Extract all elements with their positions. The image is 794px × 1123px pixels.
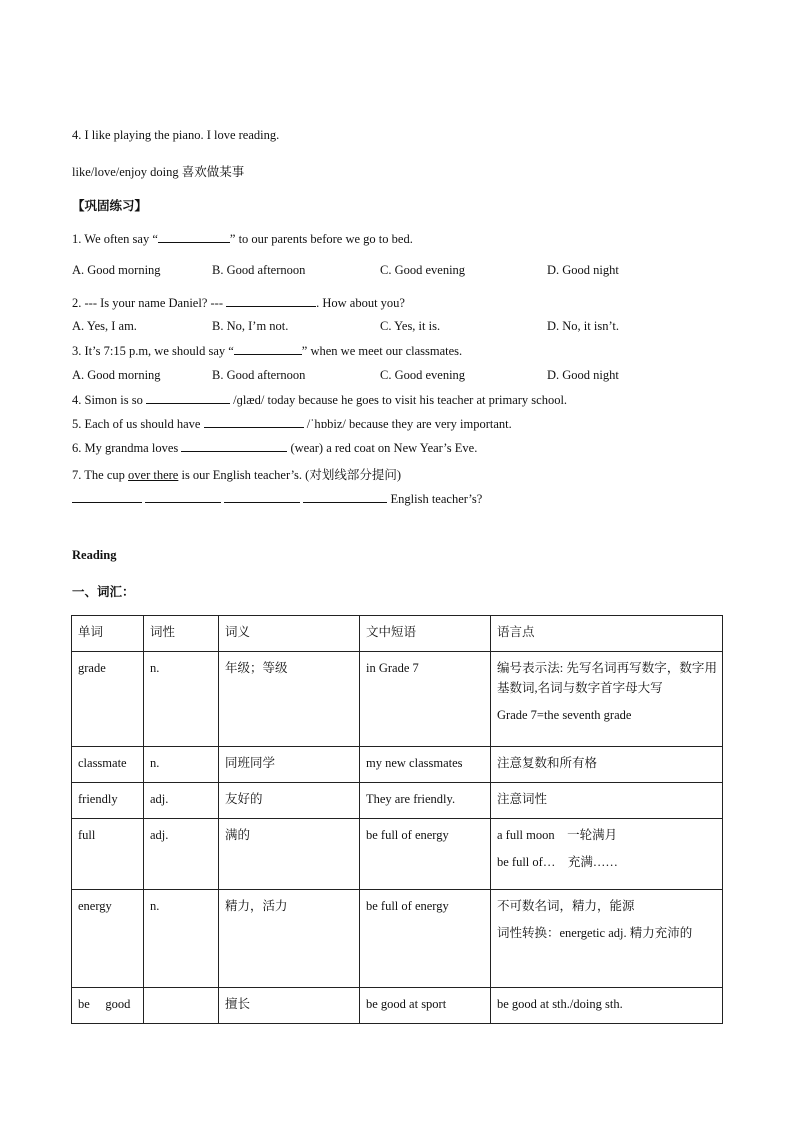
meaning-cell: 年级；等级: [219, 652, 360, 747]
question-3-text-after: ” when we meet our classmates.: [301, 344, 463, 358]
header-notes: 语言点: [491, 616, 723, 652]
header-phrase: 文中短语: [360, 616, 491, 652]
grammar-pattern: like/love/enjoy doing 喜欢做某事: [72, 165, 245, 179]
header-meaning: 词义: [219, 616, 360, 652]
meaning-cell: 精力，活力: [219, 890, 360, 988]
answer-blank[interactable]: [234, 343, 302, 355]
word-cell: full: [72, 819, 144, 890]
vocab-table: [71, 615, 723, 1024]
meaning-cell: 同班同学: [219, 747, 360, 783]
notes-cell: [491, 783, 723, 819]
table-header-row: [72, 616, 723, 652]
question-7-text-before: 7. The cup: [72, 468, 129, 482]
question-5-text-after: /ˈhɒbiz/ because they are very important.: [303, 417, 512, 431]
word-cell: grade: [72, 652, 144, 747]
question-5: [72, 416, 512, 432]
option-a[interactable]: A. Yes, I am.: [72, 319, 137, 333]
pos-cell: [144, 988, 219, 1024]
note-line: 注意复数和所有格: [497, 756, 598, 770]
header-pos: 词性: [144, 616, 219, 652]
answer-blank[interactable]: [146, 392, 230, 404]
question-1-text-after: ” to our parents before we go to bed.: [229, 232, 413, 246]
grammar-item-4: 4. I like playing the piano. I love reading.: [72, 128, 280, 142]
question-4: [72, 392, 567, 408]
question-7-answer-tail: English teacher’s?: [390, 492, 483, 506]
option-d[interactable]: D. No, it isn’t.: [547, 319, 619, 333]
notes-cell: [491, 747, 723, 783]
question-7: [72, 465, 401, 483]
answer-blank[interactable]: [72, 491, 142, 503]
note-line: be full of… 充满……: [497, 855, 618, 869]
note-line: 词性转换：energetic adj. 精力充沛的: [497, 926, 693, 940]
table-row: [72, 747, 723, 783]
phrase-cell: be full of energy: [360, 819, 491, 890]
answer-blank[interactable]: [226, 295, 316, 307]
question-7-answer-line: [72, 491, 482, 507]
phrase-cell: be good at sport: [360, 988, 491, 1024]
reading-heading: Reading: [72, 548, 117, 562]
table-row: [72, 819, 723, 890]
vocab-heading: 一、词汇：: [72, 585, 135, 599]
answer-blank[interactable]: [204, 416, 304, 428]
option-d[interactable]: D. Good night: [547, 368, 619, 382]
phrase-cell: in Grade 7: [360, 652, 491, 747]
note-line: be good at sth./doing sth.: [497, 997, 623, 1011]
question-2-text-after: . How about you?: [316, 296, 405, 310]
question-1: [72, 231, 413, 247]
option-b[interactable]: B. Good afternoon: [212, 263, 306, 277]
answer-blank[interactable]: [158, 231, 230, 243]
option-a[interactable]: A. Good morning: [72, 368, 161, 382]
notes-cell: [491, 890, 723, 988]
table-row: [72, 890, 723, 988]
question-7-underlined: over there: [128, 468, 179, 482]
option-c[interactable]: C. Good evening: [380, 263, 466, 277]
answer-blank[interactable]: [145, 491, 221, 503]
pos-cell: n.: [144, 747, 219, 783]
option-a[interactable]: A. Good morning: [72, 263, 161, 277]
question-3-text-before: 3. It’s 7:15 p.m, we should say “: [72, 344, 234, 358]
table-row: [72, 783, 723, 819]
meaning-cell: 擅长: [219, 988, 360, 1024]
option-c[interactable]: C. Good evening: [380, 368, 466, 382]
note-line: Grade 7=the seventh grade: [497, 708, 632, 722]
question-1-text-before: 1. We often say “: [72, 232, 158, 246]
word-cell: friendly: [72, 783, 144, 819]
note-line: 注意词性: [497, 792, 548, 806]
question-7-text-after: is our English teacher’s. (对划线部分提问): [178, 468, 401, 482]
question-4-text-after: /ɡlæd/ today because he goes to visit his teacher at primary school.: [229, 393, 568, 407]
phrase-cell: They are friendly.: [360, 783, 491, 819]
meaning-cell: 友好的: [219, 783, 360, 819]
notes-cell: [491, 819, 723, 890]
question-6-text-before: 6. My grandma loves: [72, 441, 182, 455]
option-d[interactable]: D. Good night: [547, 263, 619, 277]
table-row: [72, 652, 723, 747]
option-c[interactable]: C. Yes, it is.: [380, 319, 441, 333]
phrase-cell: my new classmates: [360, 747, 491, 783]
word-cell: be good: [72, 988, 144, 1024]
note-line: a full moon 一轮满月: [497, 828, 618, 842]
answer-blank[interactable]: [181, 440, 287, 452]
question-6: [72, 440, 477, 456]
word-cell: energy: [72, 890, 144, 988]
answer-blank[interactable]: [303, 491, 387, 503]
question-6-text-after: (wear) a red coat on New Year’s Eve.: [287, 441, 478, 455]
question-4-text-before: 4. Simon is so: [72, 393, 146, 407]
table-row: [72, 988, 723, 1024]
question-2: [72, 295, 405, 311]
notes-cell: [491, 652, 723, 747]
question-5-text-before: 5. Each of us should have: [72, 417, 204, 431]
option-b[interactable]: B. Good afternoon: [212, 368, 306, 382]
word-cell: classmate: [72, 747, 144, 783]
pos-cell: adj.: [144, 783, 219, 819]
note-line: 编号表示法: 先写名词再写数字，数字用基数词,名词与数字首字母大写: [497, 661, 717, 695]
question-3: [72, 343, 462, 359]
header-word: 单词: [72, 616, 144, 652]
practice-heading: 【巩固练习】: [72, 199, 148, 213]
pos-cell: n.: [144, 652, 219, 747]
answer-blank[interactable]: [224, 491, 300, 503]
pos-cell: n.: [144, 890, 219, 988]
note-line: 不可数名词，精力，能源: [497, 899, 635, 913]
option-b[interactable]: B. No, I’m not.: [212, 319, 289, 333]
pos-cell: adj.: [144, 819, 219, 890]
phrase-cell: be full of energy: [360, 890, 491, 988]
question-2-text-before: 2. --- Is your name Daniel? ---: [72, 296, 227, 310]
meaning-cell: 满的: [219, 819, 360, 890]
notes-cell: [491, 988, 723, 1024]
